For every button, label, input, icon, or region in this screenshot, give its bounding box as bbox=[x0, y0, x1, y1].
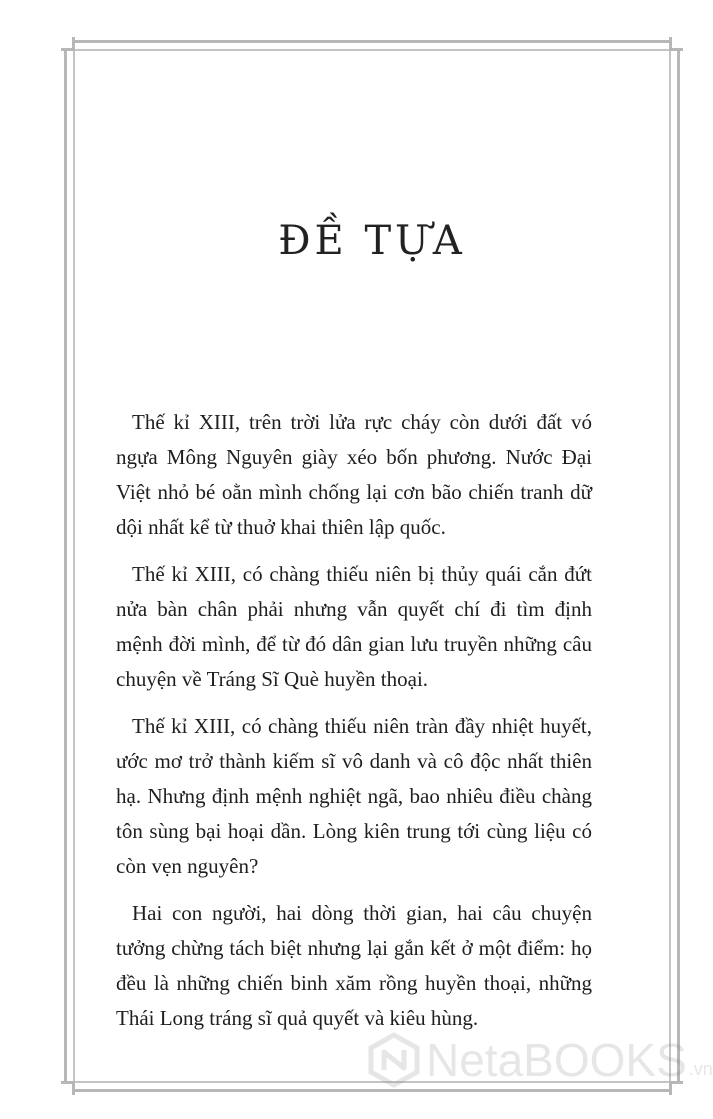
frame-corner-top-left bbox=[61, 37, 75, 51]
watermark-brand: NetaBOOKS bbox=[426, 1034, 687, 1086]
page-title: ĐỀ TỰA bbox=[278, 218, 466, 264]
paragraph-3: Thế kỉ XIII, có chàng thiếu niên tràn đầy nhiệt huyết, ước mơ trở thành kiếm sĩ vô danh và cô độc nhất thiên hạ. Nhưng định mệnh nghiệt ngã, bao nhiêu điều chàng tôn sùng bại hoại dần. Lòng kiên trung tới cùng liệu có còn vẹn nguyên? bbox=[116, 714, 592, 878]
paragraph-2: Thế kỉ XIII, có chàng thiếu niên bị thủy quái cắn đứt nửa bàn chân phải nhưng vẫn quyết chí đi tìm định mệnh đời mình, để từ đó dân gian lưu truyền những câu chuyện về Tráng Sĩ Què huyền thoại. bbox=[116, 562, 592, 691]
watermark-suffix: .vn bbox=[688, 1059, 713, 1079]
watermark bbox=[366, 1032, 713, 1088]
frame-corner-bottom-left bbox=[61, 1081, 75, 1095]
preface-body bbox=[116, 405, 592, 1048]
frame-corner-top-right bbox=[669, 37, 683, 51]
paragraph-1: Thế kỉ XIII, trên trời lửa rực cháy còn dưới đất vó ngựa Mông Nguyên giày xéo bốn phương. Nước Đại Việt nhỏ bé oằn mình chống lại cơn bão chiến tranh dữ dội nhất kể từ thuở khai thiên lập quốc. bbox=[116, 410, 592, 539]
paragraph-4: Hai con người, hai dòng thời gian, hai câu chuyện tưởng chừng tách biệt nhưng lại gắn kết ở một điểm: họ đều là những chiến binh xăm rồng huyền thoại, những Thái Long tráng sĩ quả quyết và kiêu hùng. bbox=[116, 901, 592, 1030]
netabooks-logo-icon bbox=[366, 1032, 422, 1088]
